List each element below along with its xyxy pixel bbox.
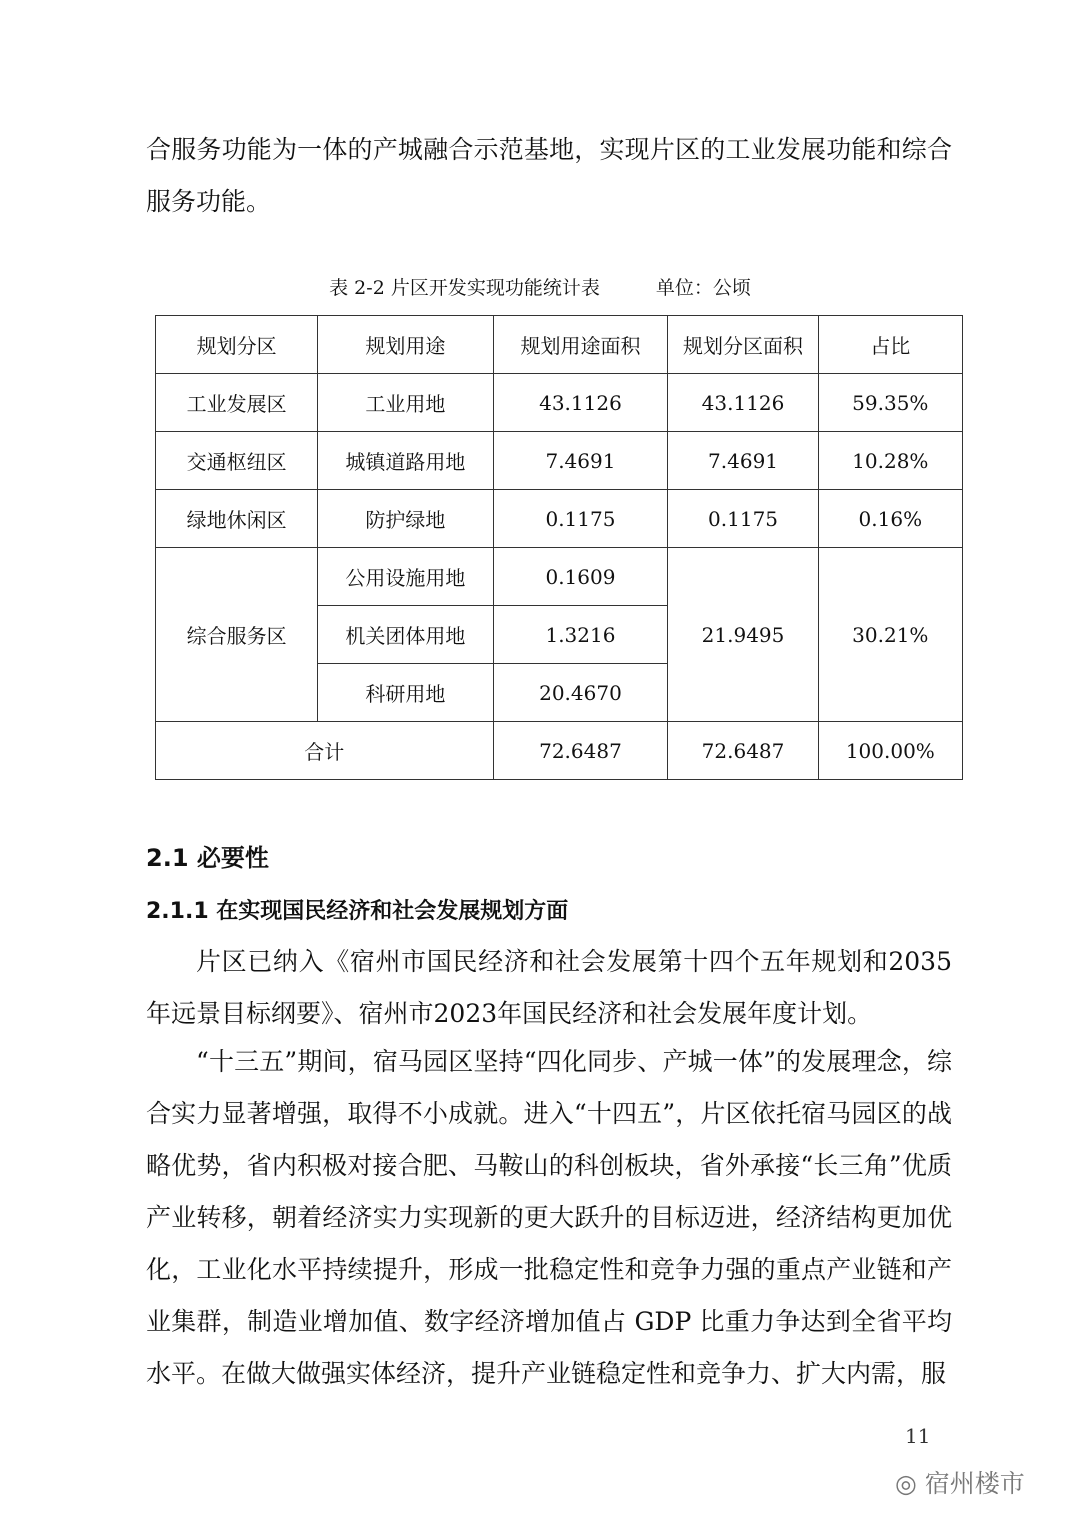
watermark-text: 宿州楼市 <box>924 1469 1025 1498</box>
table-cell: 综合服务区 <box>156 548 318 722</box>
table-cell: 0.1175 <box>493 490 668 548</box>
paragraph-progress: “十三五”期间，宿马园区坚持“四化同步、产城一体”的发展理念，综合实力显著增强，取得不小成就。进入“十四五”，片区依托宿马园区的战略优势，省内积极对接合肥、马鞍山的科创板块，省外承接“长三角”优质产业转移，朝着经济实力实现新的更大跃升的目标迈进，经济结构更加优化，工业化水平持续提升，形成一批稳定性和竞争力强的重点产业链和产业集群，制造业增加值、数字经济增加值占 GDP 比重力争达到全省平均水平。在做大做强实体经济，提升产业链稳定性和竞争力、扩大内需，服 <box>146 1047 952 1388</box>
table-cell: 30.21% <box>818 548 962 722</box>
table-cell: 规划分区面积 <box>668 316 818 374</box>
table-cell: 规划用途 <box>318 316 493 374</box>
table-row <box>156 432 963 490</box>
table-cell: 公用设施用地 <box>318 548 493 606</box>
table-row <box>156 490 963 548</box>
table-cell: 规划分区 <box>156 316 318 374</box>
table-cell: 59.35% <box>818 374 962 432</box>
table-cell: 100.00% <box>818 722 962 780</box>
table-cell: 防护绿地 <box>318 490 493 548</box>
table-cell: 规划用途面积 <box>493 316 668 374</box>
paragraph-plan: 片区已纳入《宿州市国民经济和社会发展第十四个五年规划和2035年远景目标纲要》、宿州市2023年国民经济和社会发展年度计划。 <box>146 947 952 1028</box>
table-header-row <box>156 316 963 374</box>
table-cell: 7.4691 <box>668 432 818 490</box>
table-cell: 21.9495 <box>668 548 818 722</box>
paragraph-intro: 合服务功能为一体的产城融合示范基地，实现片区的工业发展功能和综合服务功能。 <box>146 135 952 216</box>
table-cell: 0.1609 <box>493 548 668 606</box>
table-cell: 机关团体用地 <box>318 606 493 664</box>
table-row <box>156 548 963 606</box>
table-cell: 城镇道路用地 <box>318 432 493 490</box>
table-cell: 7.4691 <box>493 432 668 490</box>
caption-unit: 单位：公顷 <box>655 277 751 299</box>
page-number: 11 <box>905 1424 931 1448</box>
table-cell: 43.1126 <box>668 374 818 432</box>
table-cell: 工业发展区 <box>156 374 318 432</box>
table-cell: 20.4670 <box>493 664 668 722</box>
table-cell: 10.28% <box>818 432 962 490</box>
table-cell: 0.16% <box>818 490 962 548</box>
table-caption <box>0 270 1080 306</box>
table-cell: 占比 <box>818 316 962 374</box>
table-cell: 交通枢纽区 <box>156 432 318 490</box>
subsection-heading: 2.1.1 在实现国民经济和社会发展规划方面 <box>146 899 569 924</box>
caption-title: 表 2-2 片区开发实现功能统计表 <box>329 277 600 299</box>
table-row <box>156 374 963 432</box>
table-cell: 43.1126 <box>493 374 668 432</box>
table-cell: 合计 <box>156 722 494 780</box>
table-cell: 0.1175 <box>668 490 818 548</box>
table-cell: 72.6487 <box>668 722 818 780</box>
table-cell: 科研用地 <box>318 664 493 722</box>
stats-table <box>155 315 963 780</box>
table-cell: 1.3216 <box>493 606 668 664</box>
wechat-icon: ◎ <box>895 1469 925 1498</box>
watermark <box>895 1464 1025 1500</box>
table-cell: 绿地休闲区 <box>156 490 318 548</box>
section-heading: 2.1 必要性 <box>146 844 269 872</box>
table-cell: 工业用地 <box>318 374 493 432</box>
table-cell: 72.6487 <box>493 722 668 780</box>
table-total-row <box>156 722 963 780</box>
